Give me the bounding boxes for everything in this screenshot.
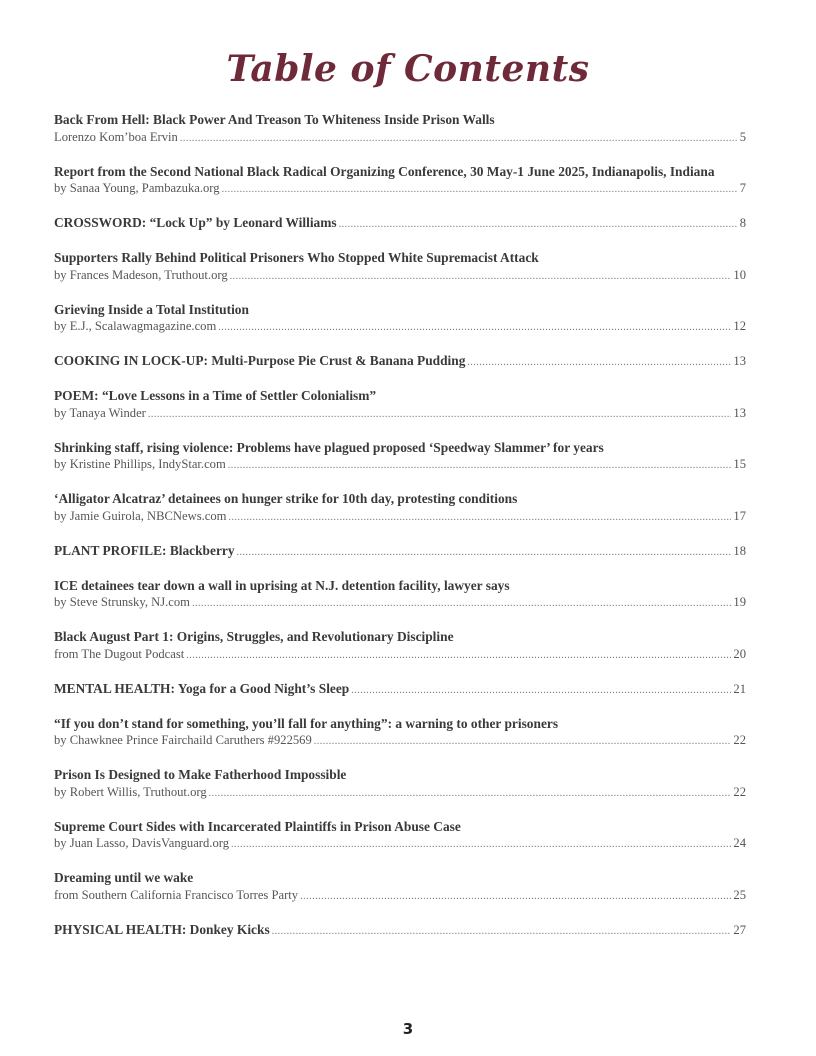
toc-entry[interactable] bbox=[54, 818, 746, 854]
dot-leader bbox=[467, 354, 731, 372]
toc-entry-title: COOKING IN LOCK-UP: Multi-Purpose Pie Crust & Banana Pudding bbox=[54, 353, 466, 368]
toc-entry[interactable] bbox=[54, 352, 746, 372]
toc-entry-title: Back From Hell: Black Power And Treason To Whiteness Inside Prison Walls bbox=[54, 112, 495, 127]
toc-entry-byline: by Chawknee Prince Fairchaild Caruthers #922569 bbox=[54, 733, 312, 747]
toc-entry-title: MENTAL HEALTH: Yoga for a Good Night’s Sleep bbox=[54, 680, 350, 696]
dot-leader bbox=[351, 682, 731, 700]
toc-entry-page: 24 bbox=[733, 836, 746, 850]
toc-entry-title: Black August Part 1: Origins, Struggles, and Revolutionary Discipline bbox=[54, 629, 454, 644]
toc-entry-byline: by Juan Lasso, DavisVanguard.org bbox=[54, 836, 230, 850]
dot-leader bbox=[218, 319, 731, 337]
dot-leader bbox=[339, 216, 738, 234]
toc-entry-page: 5 bbox=[739, 129, 746, 144]
toc-entry-title: Prison Is Designed to Make Fatherhood Impossible bbox=[54, 767, 347, 782]
dot-leader bbox=[148, 406, 732, 424]
toc-entry[interactable] bbox=[54, 111, 746, 147]
toc-entry-title: Supreme Court Sides with Incarcerated Plaintiffs in Prison Abuse Case bbox=[54, 818, 461, 834]
toc-entry-page: 15 bbox=[733, 457, 746, 471]
toc-entry-byline: from The Dugout Podcast bbox=[54, 646, 185, 661]
toc-entry-title: Shrinking staff, rising violence: Problems have plagued proposed ‘Speedway Slammer’ for years bbox=[54, 439, 604, 455]
toc-entry-byline: by Jamie Guirola, NBCNews.com bbox=[54, 508, 227, 523]
toc-entry[interactable] bbox=[54, 921, 746, 941]
toc-entry-page: 10 bbox=[733, 267, 746, 282]
toc-entry-byline: by Frances Madeson, Truthout.org bbox=[54, 267, 228, 282]
toc-entry-page: 21 bbox=[733, 681, 746, 696]
toc-entry-page: 20 bbox=[733, 646, 746, 661]
toc-entry-byline: Lorenzo Kom’boa Ervin bbox=[54, 129, 178, 144]
toc-entry-title: PLANT PROFILE: Blackberry bbox=[54, 542, 235, 558]
toc-entry-page: 13 bbox=[733, 354, 746, 368]
dot-leader bbox=[300, 888, 731, 906]
toc-entry[interactable] bbox=[54, 577, 746, 613]
toc-entry-title: ‘Alligator Alcatraz’ detainees on hunger strike for 10th day, protesting conditions bbox=[54, 491, 518, 506]
dot-leader bbox=[237, 544, 732, 562]
dot-leader bbox=[209, 785, 732, 803]
dot-leader bbox=[180, 130, 738, 148]
toc-entry-title: ICE detainees tear down a wall in uprising at N.J. detention facility, lawyer says bbox=[54, 577, 510, 593]
toc-entry-title: Report from the Second National Black Radical Organizing Conference, 30 May-1 June 2025, Indianapolis, Indiana bbox=[54, 163, 715, 179]
toc-entry[interactable] bbox=[54, 680, 746, 700]
dot-leader bbox=[192, 595, 731, 613]
toc-entry-title: Grieving Inside a Total Institution bbox=[54, 301, 249, 317]
dot-leader bbox=[314, 733, 732, 751]
dot-leader bbox=[228, 509, 731, 527]
dot-leader bbox=[222, 181, 738, 199]
toc-entry-title: CROSSWORD: “Lock Up” by Leonard Williams bbox=[54, 215, 337, 230]
toc-entry[interactable] bbox=[54, 715, 746, 751]
toc-entry[interactable] bbox=[54, 249, 746, 285]
toc-entry[interactable] bbox=[54, 542, 746, 562]
toc-entry-byline: by E.J., Scalawagmagazine.com bbox=[54, 319, 217, 333]
toc-entry-page: 12 bbox=[733, 319, 746, 333]
toc-entry-page: 27 bbox=[733, 922, 746, 937]
toc-entry[interactable] bbox=[54, 766, 746, 802]
toc-entry-title: POEM: “Love Lessons in a Time of Settler Colonialism” bbox=[54, 388, 377, 403]
toc-entry-page: 22 bbox=[733, 733, 746, 747]
dot-leader bbox=[272, 923, 732, 941]
toc-entry[interactable] bbox=[54, 163, 746, 199]
toc-entry[interactable] bbox=[54, 628, 746, 664]
toc-entry-byline: by Sanaa Young, Pambazuka.org bbox=[54, 181, 220, 195]
toc-entry-byline: by Tanaya Winder bbox=[54, 405, 146, 420]
toc-entry-page: 7 bbox=[739, 181, 746, 195]
toc-entry-page: 13 bbox=[733, 405, 746, 420]
toc-entry-page: 19 bbox=[733, 595, 746, 609]
toc-entry-page: 8 bbox=[739, 216, 746, 230]
page-number: 3 bbox=[402, 1020, 414, 1038]
toc-entry-page: 22 bbox=[733, 784, 746, 799]
toc-entry-title: Dreaming until we wake bbox=[54, 870, 194, 885]
toc-entry-byline: by Steve Strunsky, NJ.com bbox=[54, 595, 190, 609]
dot-leader bbox=[186, 647, 731, 665]
toc-entry-page: 17 bbox=[733, 508, 746, 523]
toc-entry-title: PHYSICAL HEALTH: Donkey Kicks bbox=[54, 921, 270, 937]
toc-entry-title: “If you don’t stand for something, you’ll fall for anything”: a warning to other prisoners bbox=[54, 715, 559, 731]
toc-entry[interactable] bbox=[54, 490, 746, 526]
dot-leader bbox=[228, 457, 732, 475]
toc-entry-byline: from Southern California Francisco Torres Party bbox=[54, 887, 299, 902]
toc-entry-page: 18 bbox=[733, 543, 746, 558]
dot-leader bbox=[231, 836, 731, 854]
toc-entry-byline: by Robert Willis, Truthout.org bbox=[54, 784, 207, 799]
toc-entry-byline: by Kristine Phillips, IndyStar.com bbox=[54, 457, 226, 471]
dot-leader bbox=[230, 268, 732, 286]
toc-entry[interactable] bbox=[54, 387, 746, 423]
toc-entry[interactable] bbox=[54, 869, 746, 905]
toc-entry[interactable] bbox=[54, 214, 746, 234]
toc-entry-page: 25 bbox=[733, 887, 746, 902]
page-title: Table of Contents bbox=[226, 48, 590, 90]
toc-entry-title: Supporters Rally Behind Political Prisoners Who Stopped White Supremacist Attack bbox=[54, 250, 539, 265]
toc-entry[interactable] bbox=[54, 301, 746, 337]
toc-entry[interactable] bbox=[54, 439, 746, 475]
table-of-contents bbox=[54, 111, 746, 956]
